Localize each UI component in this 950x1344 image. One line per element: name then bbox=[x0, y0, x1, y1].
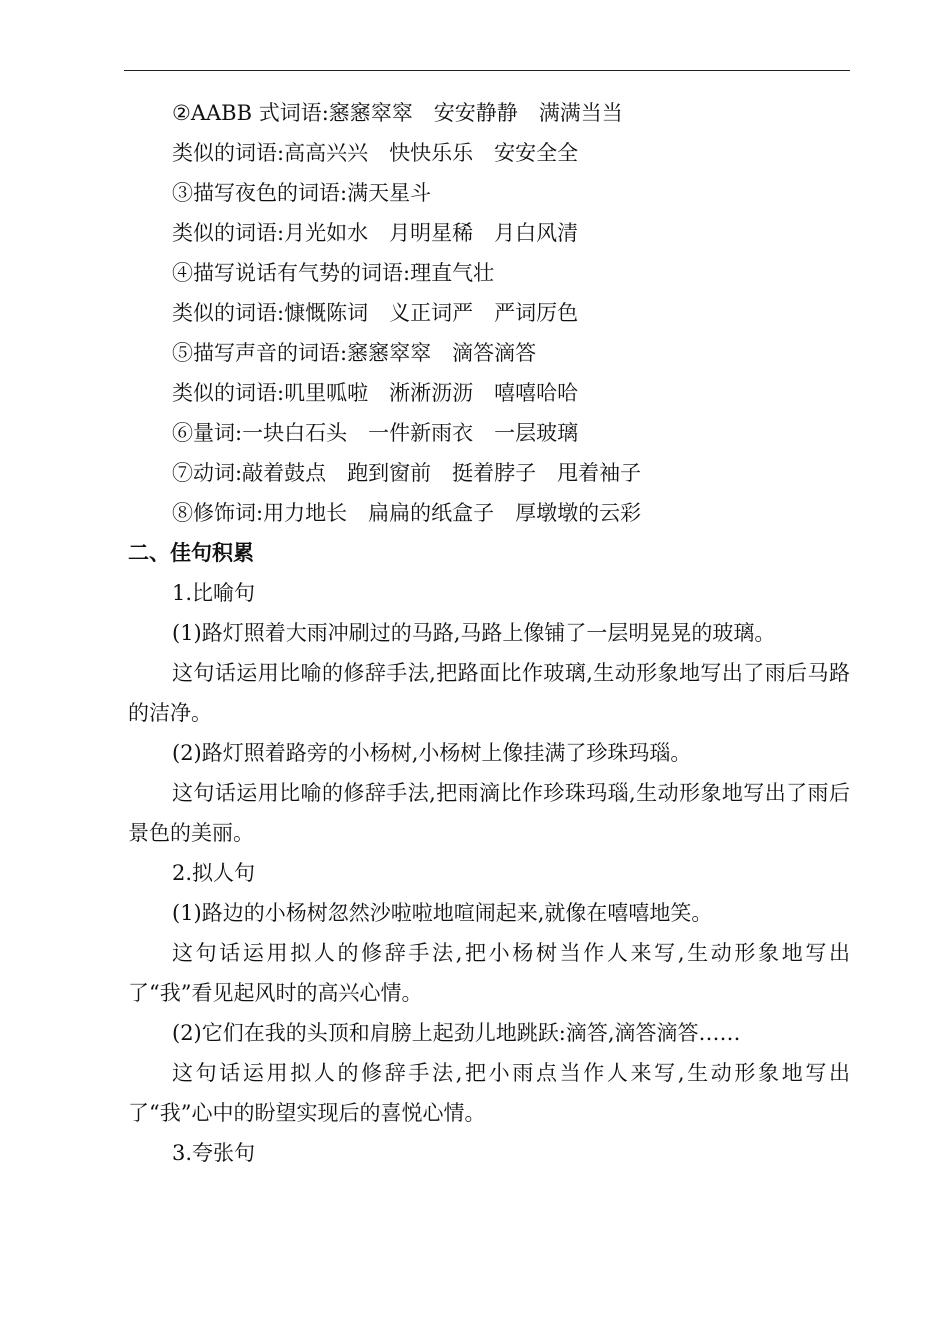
vocab-sound-similar: 类似的词语:叽里呱啦 淅淅沥沥 嘻嘻哈哈 bbox=[172, 381, 579, 405]
vocab-verbs: ⑦动词:敲着鼓点 跑到窗前 挺着脖子 甩着袖子 bbox=[172, 461, 642, 485]
personification-note-2: 这句话运用拟人的修辞手法,把小雨点当作人来写,生动形象地写出了“我”心中的盼望实现后的喜悦心情。 bbox=[128, 1061, 850, 1125]
vocab-night-similar: 类似的词语:月光如水 月明星稀 月白风清 bbox=[172, 221, 579, 245]
section-heading: 二、佳句积累 bbox=[128, 541, 254, 565]
vocab-sound: ⑤描写声音的词语:窸窸窣窣 滴答滴答 bbox=[172, 341, 537, 365]
metaphor-note-2: 这句话运用比喻的修辞手法,把雨滴比作珍珠玛瑙,生动形象地写出了雨后景色的美丽。 bbox=[128, 781, 850, 845]
vocab-night: ③描写夜色的词语:满天星斗 bbox=[172, 181, 432, 205]
personification-note-1: 这句话运用拟人的修辞手法,把小杨树当作人来写,生动形象地写出了“我”看见起风时的高兴心情。 bbox=[128, 941, 850, 1005]
personification-example-1: (1)路边的小杨树忽然沙啦啦地喧闹起来,就像在嘻嘻地笑。 bbox=[172, 901, 713, 925]
metaphor-note-1: 这句话运用比喻的修辞手法,把路面比作玻璃,生动形象地写出了雨后马路的洁净。 bbox=[128, 661, 850, 725]
vocab-measure-words: ⑥量词:一块白石头 一件新雨衣 一层玻璃 bbox=[172, 421, 579, 445]
vocab-modifiers: ⑧修饰词:用力地长 扁扁的纸盒子 厚墩墩的云彩 bbox=[172, 501, 642, 525]
page-content bbox=[128, 93, 850, 1173]
personification-title: 2.拟人句 bbox=[172, 861, 256, 885]
metaphor-example-2: (2)路灯照着路旁的小杨树,小杨树上像挂满了珍珠玛瑙。 bbox=[172, 741, 692, 765]
header-rule bbox=[124, 70, 850, 71]
metaphor-title: 1.比喻句 bbox=[172, 581, 256, 605]
hyperbole-title: 3.夸张句 bbox=[172, 1141, 256, 1165]
personification-example-2: (2)它们在我的头顶和肩膀上起劲儿地跳跃:滴答,滴答滴答…… bbox=[172, 1021, 741, 1045]
vocab-speech-similar: 类似的词语:慷慨陈词 义正词严 严词厉色 bbox=[172, 301, 579, 325]
vocab-aabb-similar: 类似的词语:高高兴兴 快快乐乐 安安全全 bbox=[172, 141, 579, 165]
vocab-aabb: ②AABB 式词语:窸窸窣窣 安安静静 满满当当 bbox=[172, 101, 623, 125]
vocab-speech: ④描写说话有气势的词语:理直气壮 bbox=[172, 261, 495, 285]
metaphor-example-1: (1)路灯照着大雨冲刷过的马路,马路上像铺了一层明晃晃的玻璃。 bbox=[172, 621, 776, 645]
